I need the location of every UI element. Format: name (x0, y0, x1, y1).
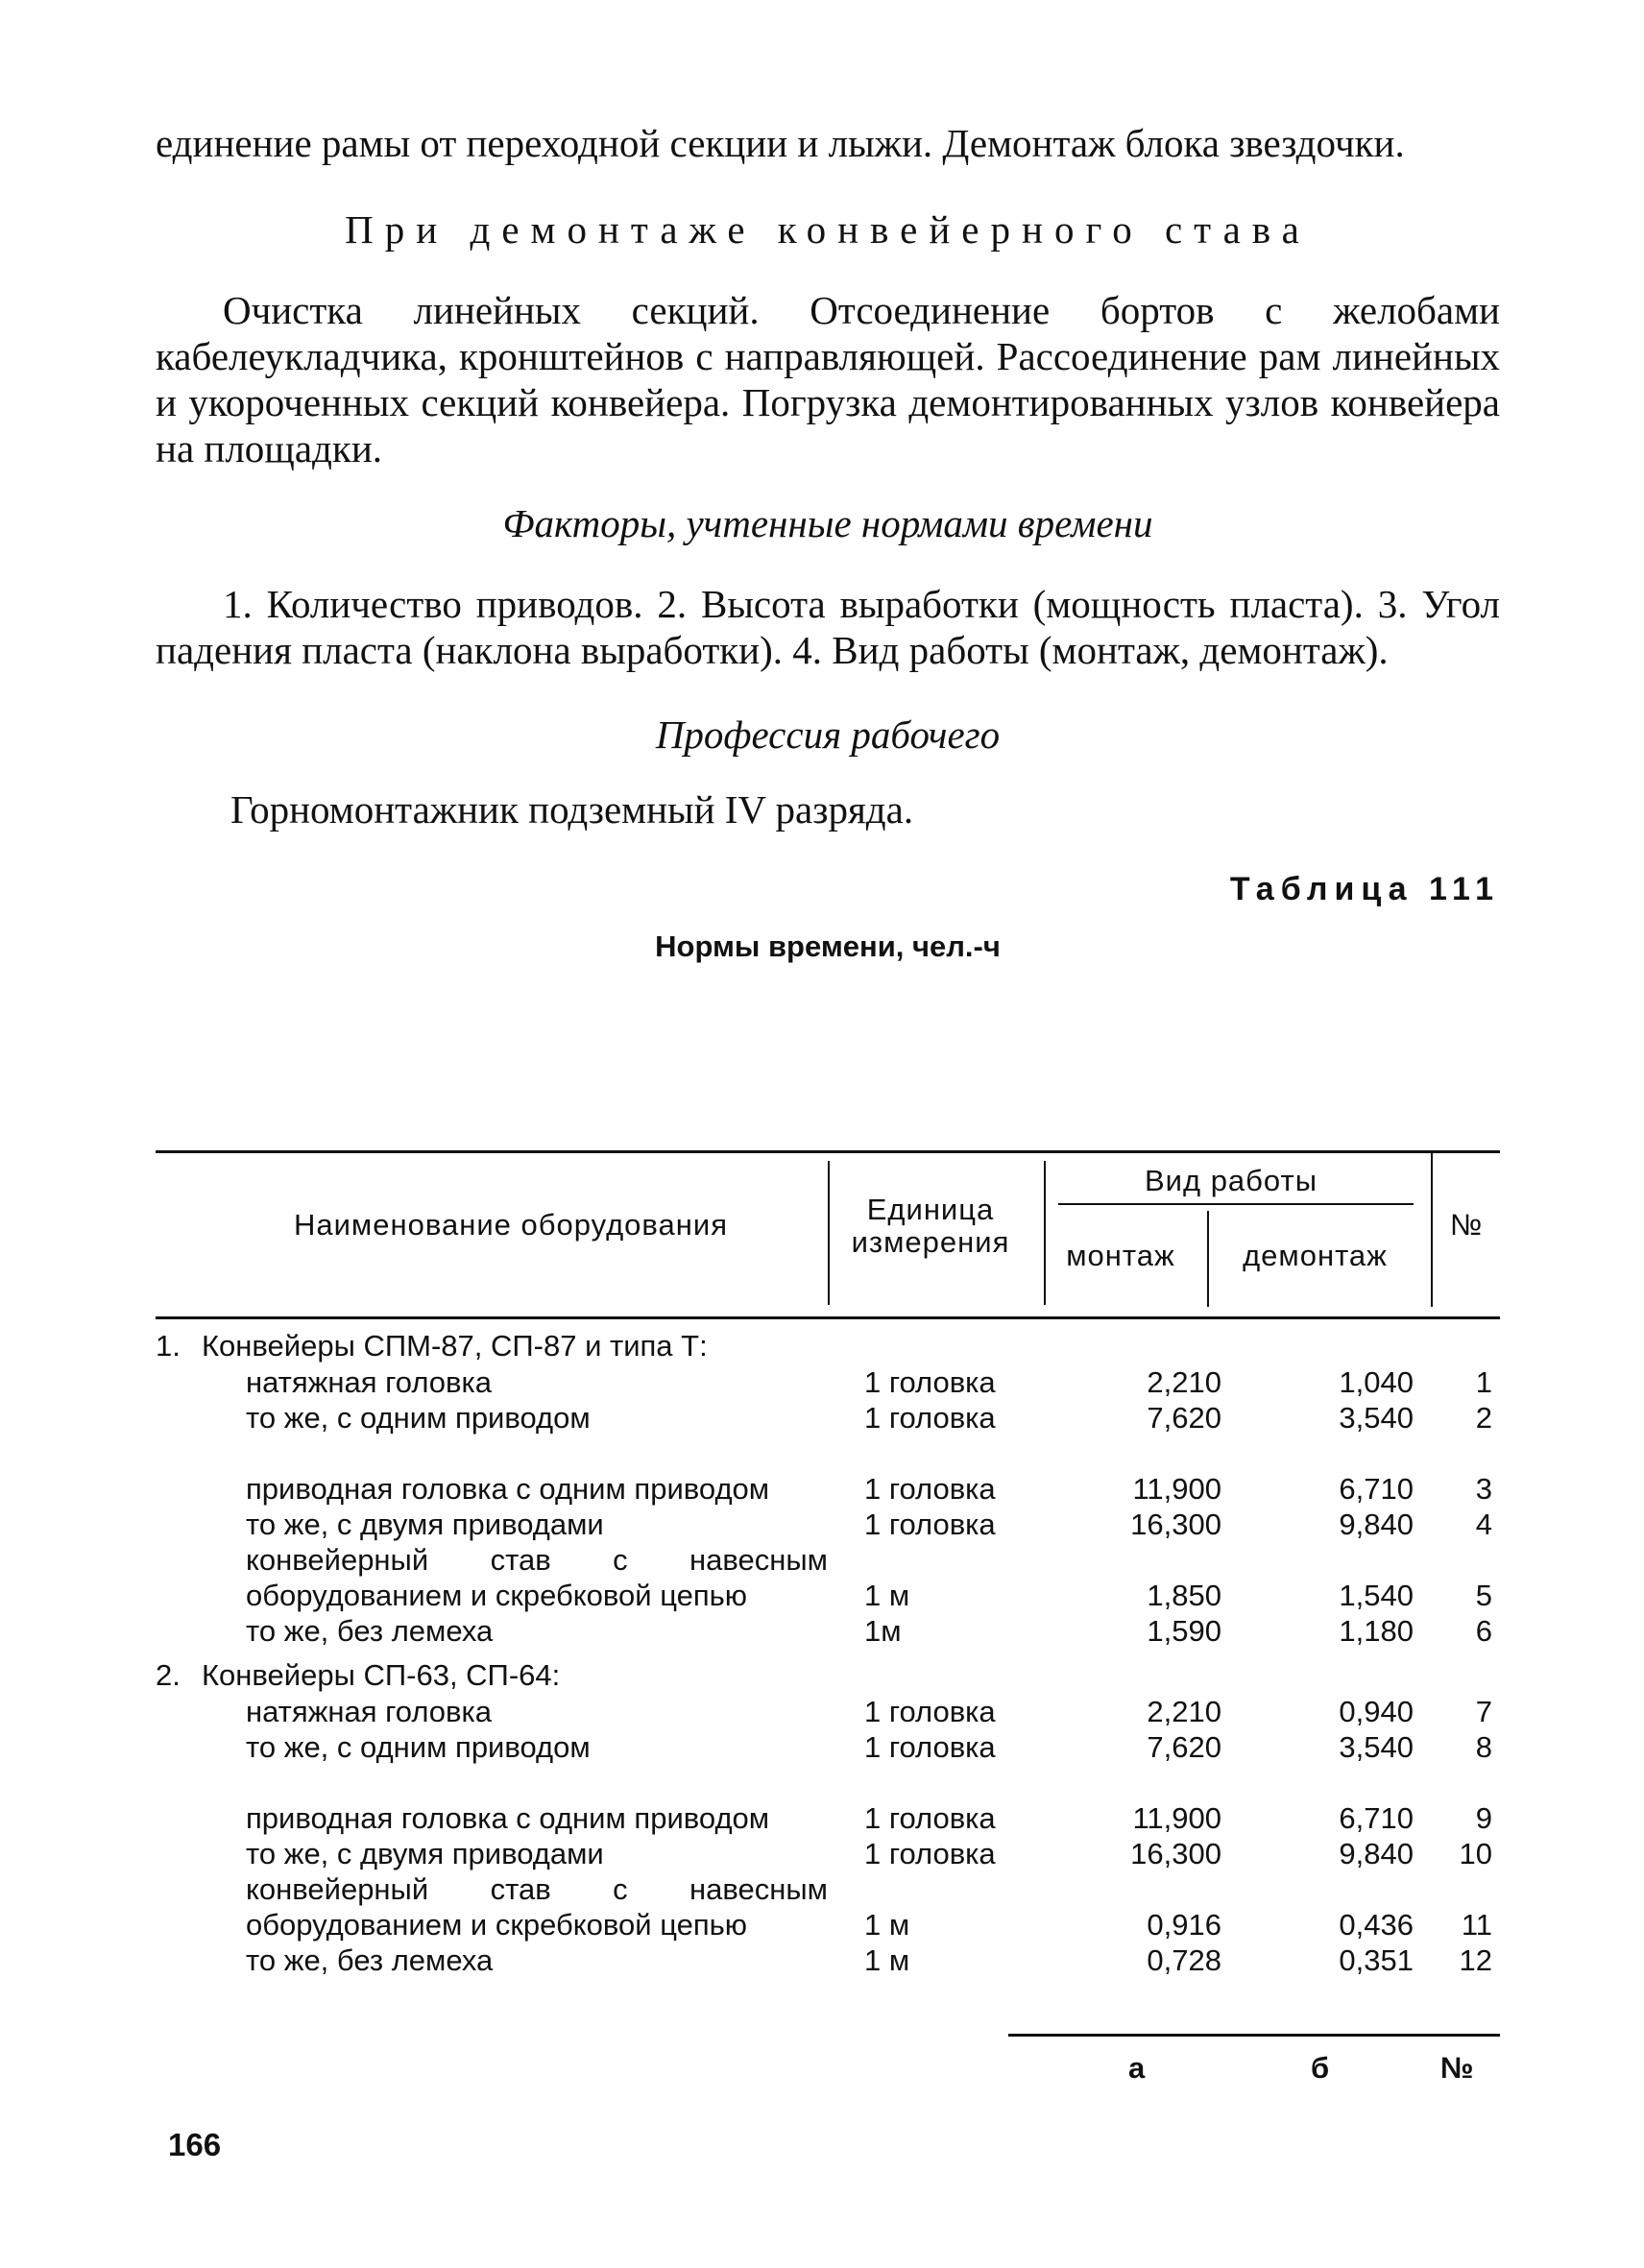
page-content (156, 120, 1500, 964)
row-name-text: то же, с двумя приводами (246, 1508, 604, 1541)
header-dismantle: демонтаж (1243, 1239, 1388, 1272)
row-name-text: натяжная головка (246, 1365, 492, 1399)
row-number: 5 (1475, 1579, 1492, 1612)
footer-col-b: б (1311, 2051, 1330, 2085)
row-install-value: 16,300 (1130, 1837, 1221, 1870)
row-dismantle-value: 0,436 (1339, 1908, 1414, 1942)
row-unit: 1 головка (864, 1730, 996, 1764)
row-dismantle-value: 1,040 (1339, 1365, 1414, 1399)
table-row (156, 1694, 1500, 1729)
row-number: 12 (1459, 1943, 1492, 1977)
row-dismantle-value: 3,540 (1339, 1730, 1414, 1764)
row-name-text: то же, без лемеха (246, 1943, 494, 1977)
row-name (156, 1729, 828, 1765)
table-row (156, 1436, 1500, 1507)
row-name-text: конвейерный став с навесным оборудованием и скребковой цепью (246, 1543, 828, 1612)
row-name-text: натяжная головка (246, 1695, 492, 1728)
page-number: 166 (168, 2127, 222, 2162)
row-unit: 1 головка (864, 1472, 996, 1506)
row-number: 2 (1475, 1401, 1492, 1435)
row-install-value: 7,620 (1147, 1401, 1221, 1435)
header-unit: Единица измерения (851, 1193, 1010, 1259)
row-dismantle-value: 6,710 (1339, 1801, 1414, 1835)
row-number: 4 (1475, 1508, 1492, 1541)
table-row (156, 1507, 1500, 1542)
row-number: 6 (1475, 1614, 1492, 1648)
header-divider (1207, 1211, 1209, 1307)
row-install-value: 11,900 (1132, 1801, 1221, 1835)
table-row (156, 1836, 1500, 1871)
header-divider (828, 1161, 830, 1305)
heading-factors: Факторы, учтенные нормами времени (502, 501, 1153, 545)
table-group-1 (156, 1329, 1500, 1649)
row-number: 1 (1475, 1365, 1492, 1399)
row-unit: 1 головка (864, 1695, 996, 1728)
row-name-text: то же, с одним приводом (246, 1401, 591, 1435)
row-install-value: 0,916 (1147, 1908, 1221, 1942)
row-install-value: 1,850 (1147, 1579, 1221, 1612)
row-unit: 1 м (864, 1908, 910, 1942)
row-dismantle-value: 9,840 (1339, 1508, 1414, 1541)
row-name-text: то же, без лемеха (246, 1614, 494, 1648)
row-name (156, 1694, 828, 1729)
row-unit: 1 м (864, 1579, 910, 1612)
row-dismantle-value: 1,540 (1339, 1579, 1414, 1612)
row-number: 10 (1459, 1837, 1492, 1870)
row-name-text: конвейерный став с навесным оборудованием и скребковой цепью (246, 1872, 828, 1942)
table-row (156, 1400, 1500, 1436)
paragraph-factors: 1. Количество приводов. 2. Высота выработки (мощность пласта). 3. Угол падения пласта (наклона выработки). 4. Вид работы (монтаж, демонтаж). (156, 582, 1500, 672)
header-work-type: Вид работы (1145, 1164, 1318, 1197)
group-title: 2. Конвейеры СП-63, СП-64: (156, 1658, 561, 1692)
row-install-value: 16,300 (1130, 1508, 1221, 1541)
group-title: 1. Конвейеры СПМ-87, СП-87 и типа Т: (156, 1329, 708, 1363)
row-name-text: то же, с одним приводом (246, 1730, 591, 1764)
row-unit: 1 головка (864, 1801, 996, 1835)
row-dismantle-value: 1,180 (1339, 1614, 1414, 1648)
row-dismantle-value: 9,840 (1339, 1837, 1414, 1870)
heading-profession: Профессия рабочего (655, 712, 1001, 757)
row-name (156, 1942, 828, 1978)
row-name (156, 1542, 828, 1613)
footer-col-num: № (1440, 2051, 1474, 2085)
table-group-2 (156, 1658, 1500, 1978)
row-name-text: приводная головка с одним приводом (246, 1801, 770, 1835)
row-install-value: 11,900 (1132, 1472, 1221, 1506)
table-row (156, 1765, 1500, 1836)
row-install-value: 2,210 (1147, 1365, 1221, 1399)
table-footer-line (1008, 2034, 1500, 2037)
row-install-value: 7,620 (1147, 1730, 1221, 1764)
row-unit: 1 головка (864, 1837, 996, 1870)
table-number: Таблица 111 (1229, 871, 1500, 907)
row-name (156, 1400, 828, 1436)
row-name (156, 1836, 828, 1871)
row-name (156, 1613, 828, 1649)
table-row (156, 1542, 1500, 1613)
header-subdivider (1058, 1203, 1414, 1205)
row-dismantle-value: 0,940 (1339, 1695, 1414, 1728)
paragraph-dismantle: Очистка линейных секций. Отсоединение бортов с желобами кабелеукладчика, кронштейнов с направляющей. Рассоединение рам линейных и укороченных секций конвейера. Погрузка демонтированных узлов конвейера на площадки. (156, 288, 1500, 470)
row-install-value: 2,210 (1147, 1695, 1221, 1728)
row-number: 3 (1475, 1472, 1492, 1506)
header-num: № (1449, 1208, 1484, 1242)
paragraph-intro: единение рамы от переходной секции и лыжи. Демонтаж блока звездочки. (156, 121, 1405, 165)
row-dismantle-value: 3,540 (1339, 1401, 1414, 1435)
row-number: 9 (1475, 1801, 1492, 1835)
table-row (156, 1613, 1500, 1649)
row-unit: 1 головка (864, 1365, 996, 1399)
table-caption: Нормы времени, чел.-ч (655, 929, 1001, 963)
row-dismantle-value: 0,351 (1339, 1943, 1414, 1977)
header-install: монтаж (1066, 1239, 1175, 1272)
row-name (156, 1507, 828, 1542)
row-name (156, 1871, 828, 1942)
row-name (156, 1364, 828, 1400)
row-unit: 1 м (864, 1943, 910, 1977)
table-row (156, 1942, 1500, 1978)
table-row (156, 1871, 1500, 1942)
row-name (156, 1800, 828, 1836)
table-body (156, 1329, 1500, 1978)
row-unit: 1 головка (864, 1508, 996, 1541)
row-number: 7 (1475, 1695, 1492, 1728)
row-name (156, 1471, 828, 1507)
row-install-value: 1,590 (1147, 1614, 1221, 1648)
footer-col-a: а (1128, 2051, 1146, 2085)
profession-text: Горномонтажник подземный IV разряда. (230, 787, 914, 832)
row-unit: 1 головка (864, 1401, 996, 1435)
row-number: 11 (1461, 1908, 1492, 1942)
heading-dismantle: При демонтаже конвейерного става (345, 207, 1311, 252)
row-name-text: приводная головка с одним приводом (246, 1472, 770, 1506)
table-row (156, 1364, 1500, 1400)
table-row (156, 1729, 1500, 1765)
row-install-value: 0,728 (1147, 1943, 1221, 1977)
row-name-text: то же, с двумя приводами (246, 1837, 604, 1870)
row-dismantle-value: 6,710 (1339, 1472, 1414, 1506)
row-unit: 1м (864, 1614, 902, 1648)
row-number: 8 (1475, 1730, 1492, 1764)
table-header (156, 1150, 1500, 1319)
header-name: Наименование оборудования (293, 1208, 729, 1242)
